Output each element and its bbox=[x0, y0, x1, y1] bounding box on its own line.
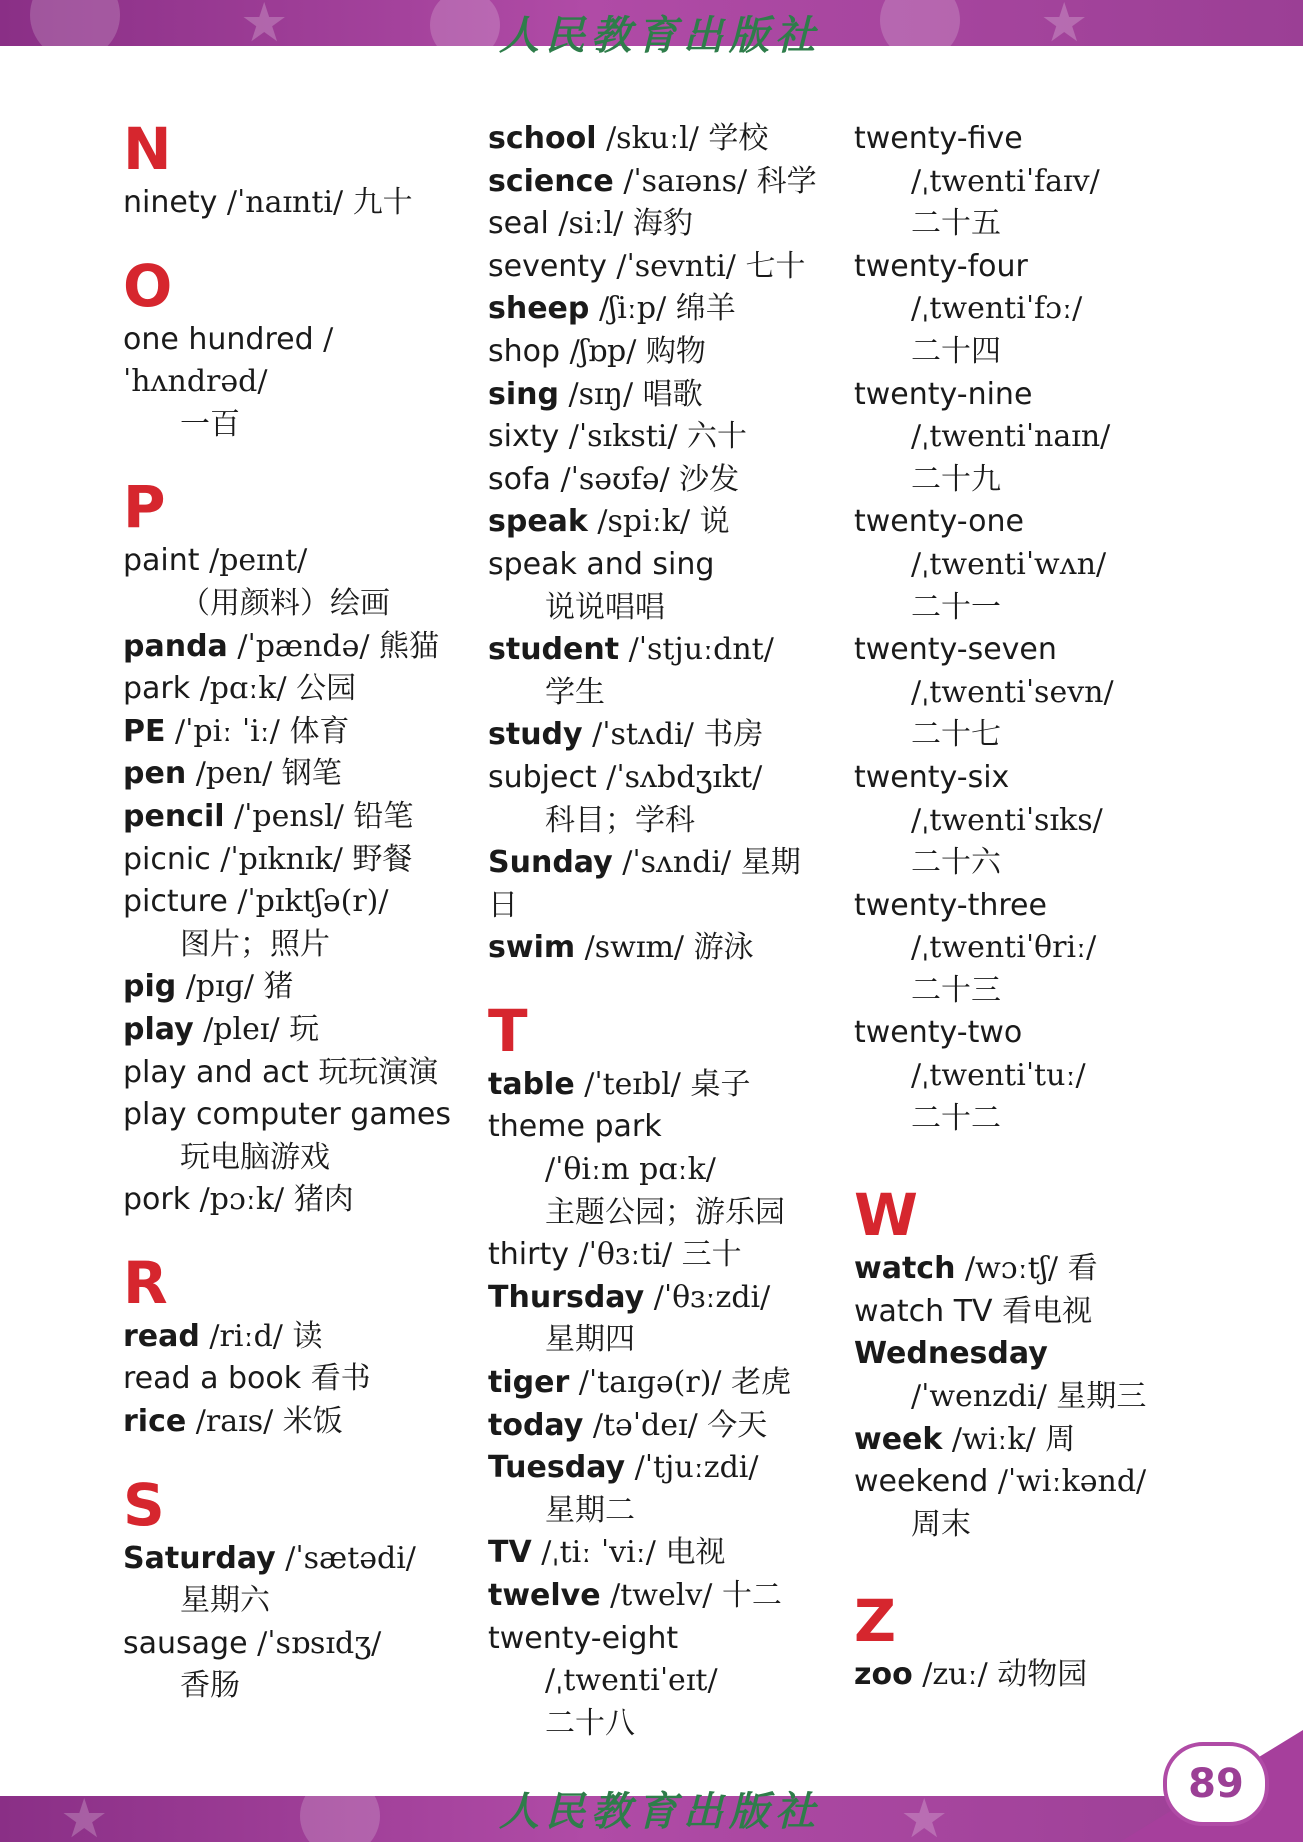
entry-word: watch bbox=[854, 1251, 956, 1287]
glossary-entry bbox=[488, 1618, 828, 1746]
glossary-entry bbox=[488, 416, 828, 459]
glossary-entry bbox=[123, 1358, 463, 1401]
entry-word: sofa bbox=[488, 461, 551, 497]
publisher-logo-footer: 人民教育出版社 bbox=[499, 1788, 821, 1835]
entry-meaning: 说 bbox=[699, 504, 730, 540]
entry-word: pencil bbox=[123, 798, 225, 834]
entry-phonetic: /raɪs/ bbox=[195, 1404, 274, 1440]
glossary-entry bbox=[854, 246, 1194, 374]
glossary-entry bbox=[488, 1106, 828, 1234]
entry-phonetic: /ˈsʌbdʒɪkt/ bbox=[606, 759, 763, 795]
glossary-entry bbox=[854, 1461, 1194, 1546]
glossary-entry bbox=[488, 246, 828, 289]
entry-meaning: 沙发 bbox=[679, 461, 740, 497]
entry-phonetic: /ˌtwentiˈfaɪv/ bbox=[911, 163, 1100, 199]
entry-meaning: 科目；学科 bbox=[545, 802, 695, 838]
entry-meaning: 绵羊 bbox=[675, 291, 736, 327]
entry-meaning: 猪 bbox=[263, 969, 294, 1005]
entry-word: pork bbox=[123, 1182, 191, 1218]
entry-word: twenty-five bbox=[854, 121, 1023, 156]
entry-word: twenty-eight bbox=[488, 1620, 679, 1656]
entry-word: twenty-four bbox=[854, 248, 1028, 284]
entry-meaning: 老虎 bbox=[731, 1365, 792, 1401]
glossary-entry bbox=[123, 1094, 463, 1179]
glossary-entry bbox=[488, 629, 828, 714]
entry-phonetic: /ʃiːp/ bbox=[598, 291, 667, 327]
entry-phonetic: /ˈhʌndrəd/ bbox=[123, 321, 334, 400]
entry-phonetic: /ˌtwentiˈwʌn/ bbox=[911, 546, 1107, 582]
entry-word: weekend bbox=[854, 1464, 989, 1500]
entry-phonetic: /ˈteɪbl/ bbox=[584, 1066, 681, 1102]
glossary-entry bbox=[488, 1234, 828, 1277]
entry-phonetic: /pleɪ/ bbox=[203, 1011, 280, 1047]
entry-meaning: 猪肉 bbox=[293, 1182, 354, 1218]
entry-meaning: 三十 bbox=[681, 1237, 742, 1273]
entry-meaning: 图片；照片 bbox=[180, 926, 330, 962]
entry-phonetic: /ˈsɒsɪdʒ/ bbox=[257, 1625, 382, 1661]
decor-circle bbox=[300, 1796, 380, 1842]
entry-meaning: 二十三 bbox=[911, 972, 1001, 1008]
entry-phonetic: /ˌtwentiˈtuː/ bbox=[911, 1058, 1086, 1094]
glossary-entry bbox=[123, 626, 463, 669]
glossary-entry bbox=[854, 757, 1194, 885]
entry-word: theme park bbox=[488, 1109, 662, 1145]
entry-meaning: 二十九 bbox=[911, 461, 1001, 497]
entry-meaning: 游泳 bbox=[693, 930, 754, 966]
entry-word: pen bbox=[123, 756, 187, 792]
glossary-entry bbox=[123, 753, 463, 796]
entry-word: study bbox=[488, 717, 583, 753]
entry-word: zoo bbox=[854, 1657, 913, 1693]
entry-word: twenty-two bbox=[854, 1015, 1023, 1051]
entry-meaning: 购物 bbox=[645, 333, 706, 369]
entry-phonetic: /peɪnt/ bbox=[209, 543, 308, 579]
entry-meaning: 香肠 bbox=[180, 1668, 240, 1704]
entry-word: PE bbox=[123, 713, 166, 749]
entry-meaning: 看书 bbox=[310, 1361, 371, 1397]
glossary-entry bbox=[854, 1291, 1194, 1334]
glossary-entry bbox=[854, 1248, 1194, 1291]
entry-phonetic: /ˈsɪksti/ bbox=[568, 419, 678, 455]
entry-phonetic: /ˌtwentiˈfɔː/ bbox=[911, 291, 1083, 327]
entry-phonetic: /sɪŋ/ bbox=[568, 376, 634, 412]
entry-meaning: 二十七 bbox=[911, 717, 1001, 753]
entry-word: read bbox=[123, 1318, 200, 1354]
entry-word: Sunday bbox=[488, 845, 613, 881]
entry-meaning: 桌子 bbox=[690, 1066, 751, 1102]
entry-phonetic: /pen/ bbox=[195, 756, 273, 792]
section-letter: R bbox=[123, 1248, 168, 1317]
entry-word: tiger bbox=[488, 1365, 570, 1401]
glossary-entry bbox=[488, 459, 828, 502]
glossary-entry bbox=[123, 839, 463, 882]
glossary-entry bbox=[123, 711, 463, 754]
entry-meaning: 米饭 bbox=[282, 1404, 343, 1440]
entry-phonetic: /ˈpɪktʃə(r)/ bbox=[237, 884, 389, 920]
glossary-entry bbox=[488, 757, 828, 842]
entry-phonetic: /ˌtwentiˈsevn/ bbox=[911, 674, 1114, 710]
entry-word: pig bbox=[123, 969, 177, 1005]
entry-meaning: 野餐 bbox=[352, 841, 413, 877]
entry-meaning: 体育 bbox=[289, 713, 350, 749]
entry-phonetic: /pɪɡ/ bbox=[185, 969, 254, 1005]
glossary-entry bbox=[123, 1052, 463, 1095]
entry-phonetic: /ˈsʌndi/ bbox=[622, 845, 732, 881]
glossary-entry bbox=[123, 182, 463, 225]
entry-word: week bbox=[854, 1421, 943, 1457]
glossary-entry bbox=[488, 1447, 828, 1532]
entry-word: twelve bbox=[488, 1578, 601, 1613]
entry-word: twenty-one bbox=[854, 504, 1024, 540]
glossary-entry bbox=[488, 927, 828, 970]
entry-meaning: 六十 bbox=[687, 419, 748, 455]
entry-phonetic: /wiːk/ bbox=[951, 1421, 1036, 1457]
section-letter: Z bbox=[854, 1587, 897, 1656]
entry-meaning: 七十 bbox=[745, 248, 806, 284]
entry-phonetic: /ˈpɪknɪk/ bbox=[220, 841, 343, 877]
glossary-entry bbox=[123, 1623, 463, 1708]
entry-meaning: 二十六 bbox=[911, 845, 1001, 881]
entry-phonetic: /ˈstʌdi/ bbox=[592, 717, 694, 753]
entry-meaning: 熊猫 bbox=[379, 628, 440, 664]
entry-word: today bbox=[488, 1407, 584, 1443]
decor-star-icon: ★ bbox=[900, 1796, 949, 1842]
entry-phonetic: /ˈwiːkənd/ bbox=[997, 1464, 1147, 1500]
entry-word: speak and sing bbox=[488, 546, 715, 582]
entry-phonetic: /skuːl/ bbox=[606, 121, 699, 156]
glossary-entry bbox=[123, 1316, 463, 1359]
entry-phonetic: /ʃɒp/ bbox=[569, 333, 637, 369]
section-letter: W bbox=[854, 1181, 918, 1250]
entry-meaning: 今天 bbox=[707, 1407, 768, 1443]
entry-phonetic: /siːl/ bbox=[558, 206, 624, 242]
entry-meaning: 二十四 bbox=[911, 333, 1001, 369]
entry-phonetic: /ˌtwentiˈeɪt/ bbox=[545, 1663, 718, 1699]
glossary-entry bbox=[854, 118, 1194, 246]
entry-meaning: 周 bbox=[1045, 1421, 1076, 1457]
entry-word: TV bbox=[488, 1535, 532, 1571]
decor-star-icon: ★ bbox=[240, 0, 289, 46]
entry-meaning: 动物园 bbox=[997, 1657, 1088, 1693]
section-letter: P bbox=[123, 473, 166, 542]
entry-meaning: 星期二 bbox=[545, 1492, 635, 1528]
entry-meaning: 周末 bbox=[911, 1506, 971, 1542]
entry-word: table bbox=[488, 1066, 575, 1102]
entry-word: twenty-three bbox=[854, 887, 1047, 923]
entry-phonetic: /ˈwenzdi/ bbox=[911, 1379, 1047, 1415]
glossary-entry bbox=[854, 885, 1194, 1013]
entry-phonetic: /riːd/ bbox=[209, 1318, 283, 1354]
entry-meaning: 唱歌 bbox=[642, 376, 703, 412]
entry-phonetic: /zuː/ bbox=[922, 1657, 988, 1693]
entry-word: sheep bbox=[488, 291, 590, 327]
entry-meaning: 电视 bbox=[665, 1535, 726, 1571]
entry-phonetic: /ˌtwentiˈsɪks/ bbox=[911, 802, 1103, 838]
entry-meaning: 说说唱唱 bbox=[545, 589, 665, 625]
decor-star-icon: ★ bbox=[1040, 0, 1089, 46]
entry-meaning: 看电视 bbox=[1002, 1293, 1093, 1329]
entry-meaning: 主题公园；游乐园 bbox=[545, 1194, 785, 1230]
entry-phonetic: /pɑːk/ bbox=[199, 671, 287, 707]
glossary-entry bbox=[854, 1333, 1194, 1418]
entry-meaning: 十二 bbox=[721, 1578, 782, 1613]
glossary-entry bbox=[488, 203, 828, 246]
entry-meaning: 钢笔 bbox=[281, 756, 342, 792]
section-letter: T bbox=[488, 996, 528, 1065]
entry-phonetic: /ˈnaɪnti/ bbox=[226, 185, 344, 220]
entry-phonetic: /ˈθiːm pɑːk/ bbox=[545, 1152, 716, 1188]
entry-word: watch TV bbox=[854, 1293, 993, 1329]
section-letter: N bbox=[123, 115, 172, 183]
entry-meaning: 学校 bbox=[708, 121, 769, 156]
entry-word: picture bbox=[123, 884, 228, 920]
entry-word: sausage bbox=[123, 1625, 248, 1661]
glossary-entry bbox=[488, 842, 828, 927]
entry-meaning: 玩 bbox=[289, 1011, 320, 1047]
glossary-entry bbox=[123, 1538, 463, 1623]
entry-word: speak bbox=[488, 504, 588, 540]
entry-meaning: 书房 bbox=[703, 717, 764, 753]
glossary-entry bbox=[123, 1179, 463, 1222]
entry-word: science bbox=[488, 163, 614, 199]
glossary-entry bbox=[123, 540, 463, 625]
column-1 bbox=[123, 115, 463, 1708]
entry-word: play bbox=[123, 1011, 194, 1047]
glossary-entry bbox=[488, 1277, 828, 1362]
glossary-entry bbox=[123, 668, 463, 711]
entry-word: seal bbox=[488, 206, 549, 242]
glossary-entry bbox=[488, 331, 828, 374]
entry-word: shop bbox=[488, 333, 561, 369]
entry-meaning: 二十二 bbox=[911, 1100, 1001, 1136]
entry-phonetic: /wɔːtʃ/ bbox=[965, 1251, 1059, 1287]
entry-word: sing bbox=[488, 376, 559, 412]
glossary-entry bbox=[854, 1012, 1194, 1140]
entry-word: seventy bbox=[488, 248, 607, 284]
column-2 bbox=[488, 118, 828, 1745]
glossary-entry bbox=[488, 1532, 828, 1575]
entry-meaning: （用颜料）绘画 bbox=[180, 585, 390, 621]
entry-word: twenty-six bbox=[854, 759, 1010, 795]
entry-phonetic: /twelv/ bbox=[610, 1578, 713, 1613]
entry-phonetic: /ˈpiː ˈiː/ bbox=[175, 713, 280, 749]
entry-word: one hundred bbox=[123, 321, 314, 357]
entry-word: school bbox=[488, 121, 597, 156]
entry-phonetic: /spiːk/ bbox=[597, 504, 691, 540]
decor-star-icon: ★ bbox=[60, 1796, 109, 1842]
entry-word: sixty bbox=[488, 419, 560, 455]
entry-phonetic: /ˌtwentiˈθriː/ bbox=[911, 930, 1097, 966]
entry-phonetic: /pɔːk/ bbox=[199, 1182, 285, 1218]
entry-phonetic: /ˈsəʊfə/ bbox=[560, 461, 670, 497]
entry-phonetic: /ˈtjuːzdi/ bbox=[634, 1450, 759, 1486]
entry-meaning: 玩电脑游戏 bbox=[180, 1139, 330, 1175]
entry-meaning: 看 bbox=[1067, 1251, 1098, 1287]
entry-meaning: 星期三 bbox=[1056, 1379, 1147, 1415]
entry-phonetic: /ˌtwentiˈnaɪn/ bbox=[911, 419, 1111, 455]
entry-phonetic: /ˈsætədi/ bbox=[285, 1540, 416, 1576]
glossary-entry bbox=[854, 501, 1194, 629]
glossary-entry bbox=[854, 629, 1194, 757]
entry-word: paint bbox=[123, 543, 200, 579]
glossary-entry bbox=[488, 714, 828, 757]
entry-meaning: 读 bbox=[292, 1318, 323, 1354]
entry-meaning: 学生 bbox=[545, 674, 605, 710]
entry-meaning: 二十五 bbox=[911, 206, 1001, 242]
glossary-entry bbox=[488, 288, 828, 331]
entry-word: picnic bbox=[123, 841, 211, 877]
entry-meaning: 玩玩演演 bbox=[318, 1054, 439, 1090]
page-number: 89 bbox=[1163, 1742, 1269, 1826]
entry-meaning: 科学 bbox=[756, 163, 817, 199]
entry-word: swim bbox=[488, 930, 576, 966]
glossary-entry bbox=[123, 1401, 463, 1444]
entry-word: Tuesday bbox=[488, 1450, 626, 1486]
entry-word: subject bbox=[488, 759, 597, 795]
entry-meaning: 九十 bbox=[352, 185, 413, 220]
glossary-entry bbox=[123, 881, 463, 966]
decor-circle bbox=[30, 0, 120, 46]
glossary-entry bbox=[488, 374, 828, 417]
entry-word: park bbox=[123, 671, 191, 707]
entry-phonetic: /ˈpændə/ bbox=[237, 628, 370, 664]
glossary-entry bbox=[488, 1405, 828, 1448]
glossary-entry bbox=[854, 1419, 1194, 1462]
entry-meaning: 二十八 bbox=[545, 1705, 635, 1741]
entry-phonetic: /ˈθɜːti/ bbox=[578, 1237, 673, 1273]
entry-word: student bbox=[488, 632, 620, 668]
entry-word: rice bbox=[123, 1404, 187, 1440]
entry-word: thirty bbox=[488, 1237, 569, 1273]
glossary-entry bbox=[123, 966, 463, 1009]
entry-phonetic: /ˈθɜːzdi/ bbox=[653, 1279, 771, 1315]
decor-circle bbox=[880, 0, 960, 46]
entry-word: read a book bbox=[123, 1361, 302, 1397]
glossary-entry bbox=[488, 501, 828, 544]
glossary-entry bbox=[488, 1362, 828, 1405]
glossary-entry bbox=[488, 1064, 828, 1107]
entry-meaning: 星期六 bbox=[180, 1583, 270, 1619]
entry-meaning: 二十一 bbox=[911, 589, 1001, 625]
section-letter: S bbox=[123, 1470, 165, 1539]
entry-phonetic: /swɪm/ bbox=[584, 930, 685, 966]
glossary-entry bbox=[854, 1654, 1194, 1697]
entry-phonetic: /ˈsaɪəns/ bbox=[623, 163, 748, 199]
entry-word: Wednesday bbox=[854, 1336, 1048, 1372]
entry-phonetic: /ˈsevnti/ bbox=[616, 248, 736, 284]
entry-phonetic: /ˌtiː ˈviː/ bbox=[541, 1535, 656, 1571]
glossary-entry bbox=[488, 161, 828, 204]
entry-phonetic: /təˈdeɪ/ bbox=[592, 1407, 698, 1443]
entry-meaning: 星期四 bbox=[545, 1322, 635, 1358]
entry-word: play computer games bbox=[123, 1097, 452, 1133]
glossary-entry bbox=[123, 1009, 463, 1052]
entry-word: twenty-seven bbox=[854, 632, 1057, 668]
entry-meaning: 铅笔 bbox=[353, 798, 414, 834]
glossary-entry bbox=[854, 374, 1194, 502]
entry-phonetic: /ˈtaɪɡə(r)/ bbox=[578, 1365, 722, 1401]
entry-word: ninety bbox=[123, 185, 218, 220]
glossary-entry bbox=[488, 1575, 828, 1618]
entry-meaning: 海豹 bbox=[632, 206, 693, 242]
entry-phonetic: /ˈstjuːdnt/ bbox=[628, 632, 774, 668]
entry-word: twenty-nine bbox=[854, 376, 1033, 412]
entry-word: Saturday bbox=[123, 1540, 276, 1576]
section-letter: O bbox=[123, 251, 173, 320]
entry-meaning: 公园 bbox=[296, 671, 357, 707]
entry-word: play and act bbox=[123, 1054, 309, 1090]
entry-meaning: 星期日 bbox=[488, 845, 801, 923]
glossary-entry bbox=[123, 796, 463, 839]
glossary-entry bbox=[123, 319, 463, 447]
entry-word: Thursday bbox=[488, 1279, 645, 1315]
publisher-logo: 人民教育出版社 bbox=[499, 12, 821, 59]
entry-phonetic: /ˈpensl/ bbox=[234, 798, 344, 834]
column-3 bbox=[854, 118, 1194, 1697]
entry-meaning: 一百 bbox=[180, 406, 240, 442]
glossary-entry bbox=[488, 544, 828, 629]
entry-word: panda bbox=[123, 628, 228, 664]
glossary-entry bbox=[488, 118, 828, 161]
